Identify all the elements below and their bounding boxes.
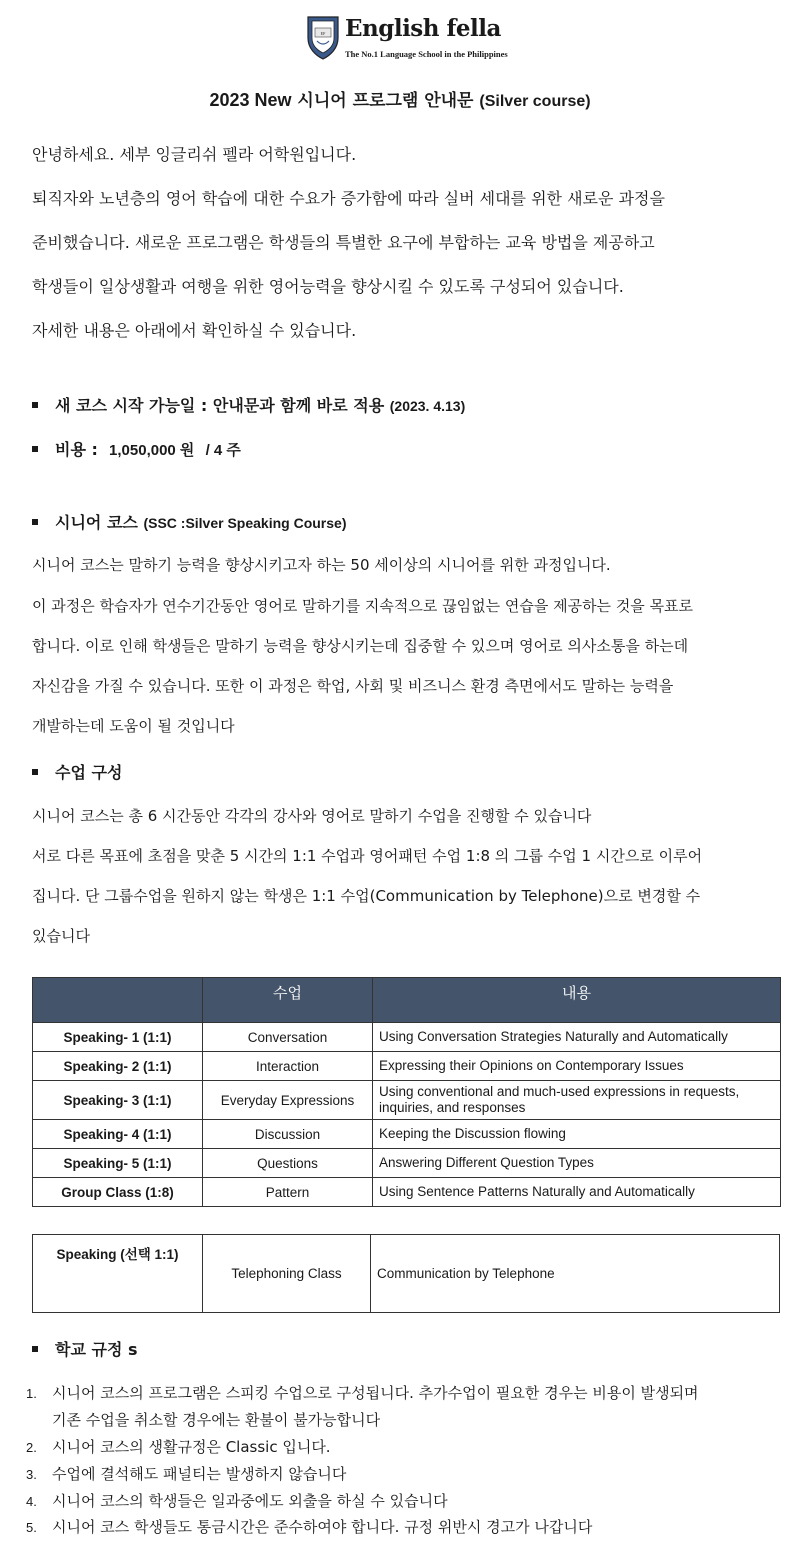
rules-heading: 학교 규정 s [55, 1340, 138, 1359]
table-cell-session: Group Class (1:8) [33, 1178, 203, 1207]
table-cell-session: Speaking- 1 (1:1) [33, 1023, 203, 1052]
senior-line: 개발하는데 도움이 될 것입니다 [32, 717, 235, 735]
rule-text: 시니어 코스의 프로그램은 스피킹 수업으로 구성됩니다. 추가수업이 필요한 경우는 비용이 발생되며 [52, 1384, 699, 1402]
classes-heading: 수업 구성 [55, 763, 123, 782]
title-main: 시니어 프로그램 안내문 [297, 91, 474, 111]
rule-item [26, 1383, 699, 1404]
table-header-cell: 내용 [373, 978, 781, 1023]
page-title [0, 86, 800, 111]
table-row [33, 1081, 781, 1120]
table-cell-class: Everyday Expressions [203, 1081, 373, 1120]
bullet-square-icon [32, 402, 38, 408]
rule-text: 시니어 코스의 학생들은 일과중에도 외출을 하실 수 있습니다 [52, 1492, 448, 1510]
table-cell-session: Speaking (선택 1:1) [33, 1235, 203, 1313]
school-logo [305, 14, 508, 62]
svg-text:EF: EF [320, 31, 326, 36]
table-cell-content: Communication by Telephone [371, 1235, 780, 1313]
table-row [33, 1023, 781, 1052]
senior-heading: 시니어 코스 [55, 513, 138, 532]
bullet-square-icon [32, 446, 38, 452]
rule-item [26, 1517, 592, 1538]
rule-item [26, 1491, 448, 1512]
intro-line: 준비했습니다. 새로운 프로그램은 학생들의 특별한 요구에 부합하는 교육 방법을 제공하고 [32, 233, 655, 252]
rule-text: 시니어 코스의 생활규정은 Classic 입니다. [52, 1438, 331, 1456]
senior-line: 합니다. 이로 인해 학생들은 말하기 능력을 향상시키는데 집중할 수 있으며 영어로 의사소통을 하는데 [32, 637, 689, 655]
table-cell-class: Questions [203, 1149, 373, 1178]
rule-item [26, 1437, 331, 1458]
rule-number: 2. [26, 1440, 37, 1455]
classes-line: 있습니다 [32, 927, 90, 945]
intro-line: 퇴직자와 노년층의 영어 학습에 대한 수요가 증가함에 따라 실버 세대를 위한 새로운 과정을 [32, 189, 665, 208]
title-prefix: 2023 New [209, 90, 292, 110]
logo-tagline: The No.1 Language School in the Philippines [345, 49, 508, 59]
table-row [33, 1120, 781, 1149]
start-date: (2023. 4.13) [389, 398, 466, 414]
rule-item [26, 1464, 346, 1485]
table-cell-session: Speaking- 5 (1:1) [33, 1149, 203, 1178]
table-cell-class: Interaction [203, 1052, 373, 1081]
senior-course-heading [32, 513, 347, 533]
senior-line: 이 과정은 학습자가 연수기간동안 영어로 말하기를 지속적으로 끊임없는 연습을 제공하는 것을 목표로 [32, 597, 694, 615]
table-cell-class: Pattern [203, 1178, 373, 1207]
rule-text: 기존 수업을 취소할 경우에는 환불이 불가능합니다 [52, 1411, 381, 1429]
cost-bullet [32, 440, 241, 461]
table-cell-content: Keeping the Discussion flowing [373, 1120, 781, 1149]
class-composition-heading [32, 763, 122, 783]
crest-icon [305, 14, 341, 60]
table-header-cell: 수업 [203, 978, 373, 1023]
cost-label: 비용 : [55, 440, 98, 459]
classes-line: 서로 다른 목표에 초점을 맞춘 5 시간의 1:1 수업과 영어패턴 수업 1:8 의 그룹 수업 1 시간으로 이루어 [32, 847, 703, 865]
table-cell-content: Using Sentence Patterns Naturally and Automatically [373, 1178, 781, 1207]
bullet-square-icon [32, 769, 38, 775]
rule-number: 5. [26, 1520, 37, 1535]
rule-text: 수업에 결석해도 패널티는 발생하지 않습니다 [52, 1465, 347, 1483]
rule-number: 4. [26, 1494, 37, 1509]
table-cell-session: Speaking- 2 (1:1) [33, 1052, 203, 1081]
table-header-cell [33, 978, 203, 1023]
classes-line: 집니다. 단 그룹수업을 원하지 않는 학생은 1:1 수업(Communication by Telephone)으로 변경할 수 [32, 887, 701, 905]
intro-line: 안녕하세요. 세부 잉글리쉬 펠라 어학원입니다. [32, 145, 357, 164]
class-schedule-table [32, 977, 781, 1207]
table-row [33, 1052, 781, 1081]
table-cell-session: Speaking- 4 (1:1) [33, 1120, 203, 1149]
senior-heading-en: (SSC :Silver Speaking Course) [143, 515, 347, 531]
classes-line: 시니어 코스는 총 6 시간동안 각각의 강사와 영어로 말하기 수업을 진행할 수 있습니다 [32, 807, 592, 825]
cost-amount: 1,050,000 원 [109, 442, 195, 459]
intro-line: 학생들이 일상생활과 여행을 위한 영어능력을 향상시킬 수 있도록 구성되어 있습니다. [32, 277, 624, 296]
start-label: 새 코스 시작 가능일 : 안내문과 함께 바로 적용 [55, 396, 385, 415]
table-cell-content: Answering Different Question Types [373, 1149, 781, 1178]
cost-period: / 4 주 [205, 442, 241, 459]
bullet-square-icon [32, 1346, 38, 1352]
table-header-row [33, 978, 781, 1023]
senior-line: 자신감을 가질 수 있습니다. 또한 이 과정은 학업, 사회 및 비즈니스 환경 측면에서도 말하는 능력을 [32, 677, 674, 695]
table-cell-class: Conversation [203, 1023, 373, 1052]
title-suffix: (Silver course) [479, 93, 591, 110]
table-cell-content: Using Conversation Strategies Naturally and Automatically [373, 1023, 781, 1052]
start-date-bullet [32, 396, 465, 416]
logo-name: English fella [345, 15, 501, 42]
table-cell-session: Speaking- 3 (1:1) [33, 1081, 203, 1120]
table-cell-class: Discussion [203, 1120, 373, 1149]
intro-line: 자세한 내용은 아래에서 확인하실 수 있습니다. [32, 321, 357, 340]
senior-line: 시니어 코스는 말하기 능력을 향상시키고자 하는 50 세이상의 시니어를 위한 과정입니다. [32, 556, 611, 574]
table-row [33, 1149, 781, 1178]
table-row [33, 1178, 781, 1207]
bullet-square-icon [32, 519, 38, 525]
school-rules-heading [32, 1340, 138, 1360]
table-row [33, 1235, 780, 1313]
table-cell-content: Expressing their Opinions on Contemporary Issues [373, 1052, 781, 1081]
optional-class-table [32, 1234, 780, 1313]
rule-item-continuation [26, 1410, 380, 1430]
table-cell-class: Telephoning Class [203, 1235, 371, 1313]
rule-number: 3. [26, 1467, 37, 1482]
table-cell-content: Using conventional and much-used expressions in requests, inquiries, and responses [373, 1081, 781, 1120]
rule-text: 시니어 코스 학생들도 통금시간은 준수하여야 합니다. 규정 위반시 경고가 나갑니다 [52, 1518, 593, 1536]
rule-number: 1. [26, 1386, 37, 1401]
